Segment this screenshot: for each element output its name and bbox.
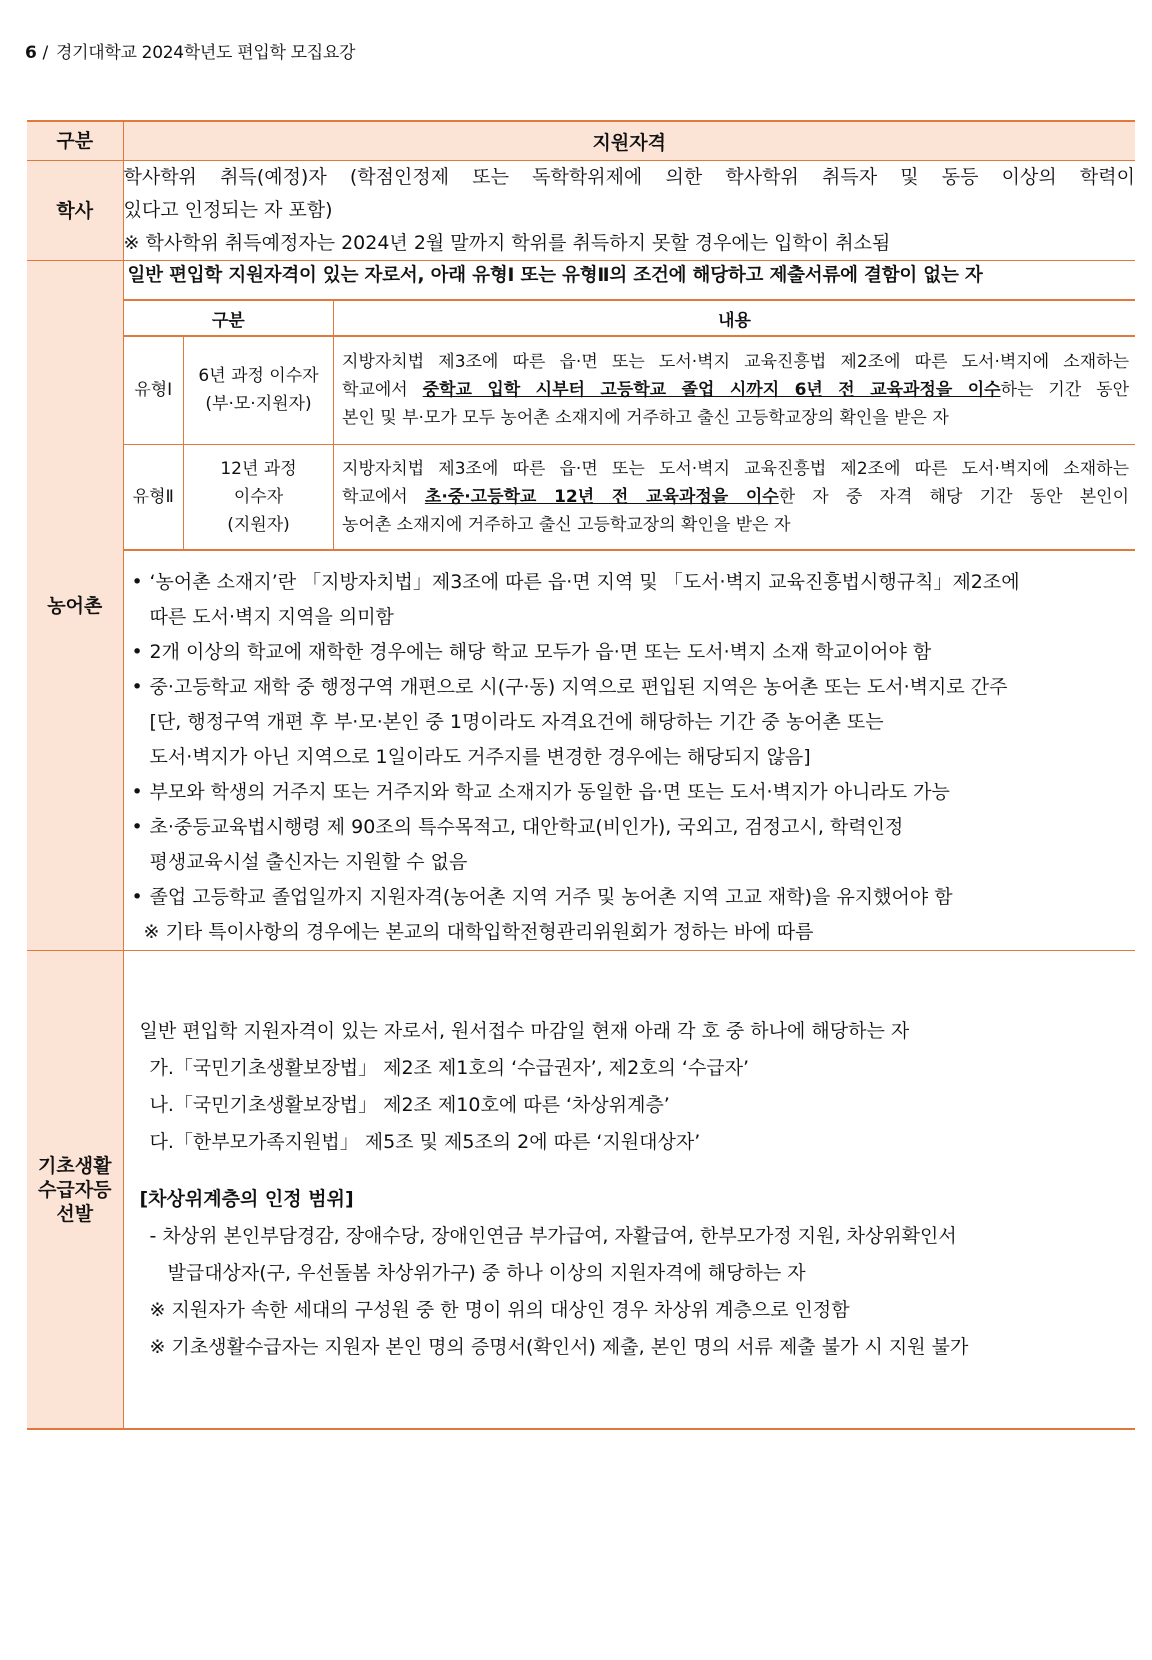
- gicho-content-cell: [123, 951, 1135, 1430]
- type2-desc-line: [342, 483, 1129, 511]
- category-nongeochon: 농어촌: [27, 261, 123, 951]
- desc-emphasis: 초·중·고등학교 12년 전 교육과정을 이수: [424, 486, 779, 507]
- note-line: • 졸업 고등학교 졸업일까지 지원자격(농어촌 지역 거주 및 농어촌 지역 고교 재학)을 유지했어야 함: [149, 886, 953, 908]
- note-line: • ‘농어촌 소재지’란 「지방자치법」제3조에 따른 읍·면 지역 및 「도서·벽지 교육진흥법시행규칙」제2조에: [149, 571, 1020, 593]
- gicho-note: ※ 지원자가 속한 세대의 구성원 중 한 명이 위의 대상인 경우 차상위 계층으로 인정함: [149, 1299, 850, 1321]
- type1-desc-line: 지방자치법 제3조에 따른 읍·면 또는 도서·벽지 교육진흥법 제2조에 따른 도서·벽지에 소재하는: [342, 352, 1129, 373]
- category-line: 수급자등: [38, 1178, 112, 1201]
- category-line: 기초생활: [38, 1154, 112, 1177]
- sub-header-content: 내용: [334, 300, 1135, 336]
- type1-criteria: [184, 336, 334, 444]
- note-line: 따른 도서·벽지 지역을 의미함: [149, 606, 394, 628]
- type2-label: 유형Ⅱ: [124, 444, 184, 550]
- type1-criteria-line: 6년 과정 이수자: [198, 366, 319, 387]
- note-item: [132, 670, 1136, 775]
- type2-desc-line: 농어촌 소재지에 거주하고 출신 고등학교장의 확인을 받은 자: [342, 514, 791, 535]
- desc-text: 한 자 중 자격 해당 기간 동안 본인이: [778, 486, 1130, 507]
- nongeochon-lead: 일반 편입학 지원자격이 있는 자로서, 아래 유형Ⅰ 또는 유형Ⅱ의 조건에 해당하고 제출서류에 결함이 없는 자: [127, 265, 983, 286]
- gicho-note: ※ 기초생활수급자는 지원자 본인 명의 증명서(확인서) 제출, 본인 명의 서류 제출 불가 시 지원 불가: [149, 1336, 969, 1358]
- table-header-row: [27, 121, 1135, 161]
- gicho-lead: 일반 편입학 지원자격이 있는 자로서, 원서접수 마감일 현재 아래 각 호 중 하나에 해당하는 자: [139, 1020, 910, 1042]
- type1-row: [124, 336, 1136, 444]
- qualification-table: [27, 120, 1135, 1430]
- type1-description: [334, 336, 1135, 444]
- type1-desc-line: 본인 및 부·모가 모두 농어촌 소재지에 거주하고 출신 고등학교장의 확인을 받은 자: [342, 408, 949, 429]
- type2-criteria: [184, 444, 334, 550]
- gicho-range-line: 발급대상자(구, 우선돌봄 차상위가구) 중 하나 이상의 지원자격에 해당하는 자: [167, 1262, 806, 1284]
- type2-criteria-line: 이수자: [233, 486, 284, 507]
- note-line: • 초·중등교육법시행령 제 90조의 특수목적고, 대안학교(비인가), 국외고, 검정고시, 학력인정: [149, 816, 904, 838]
- gicho-content: [124, 951, 1136, 1428]
- note-item: [132, 635, 1136, 670]
- note-line: • 부모와 학생의 거주지 또는 거주지와 학교 소재지가 동일한 읍·면 또는 도서·벽지가 아니라도 가능: [149, 781, 950, 803]
- type2-description: [334, 444, 1135, 550]
- gicho-range-line: - 차상위 본인부담경감, 장애수당, 장애인연금 부가급여, 자활급여, 한부모가정 지원, 차상위확인서: [149, 1225, 957, 1247]
- nongeochon-notes: [124, 565, 1136, 950]
- note-line: ※ 기타 특이사항의 경우에는 본교의 대학입학전형관리위원회가 정하는 바에 따름: [143, 921, 814, 943]
- row-haksa: [27, 161, 1135, 261]
- header-qualification: 지원자격: [123, 121, 1135, 161]
- nongeochon-content: [123, 261, 1135, 951]
- gicho-range-title: [차상위계층의 인정 범위]: [139, 1188, 354, 1210]
- type1-label: 유형Ⅰ: [124, 336, 184, 444]
- note-item: [132, 880, 1136, 915]
- note-line: • 2개 이상의 학교에 재학한 경우에는 해당 학교 모두가 읍·면 또는 도서·벽지 소재 학교이어야 함: [149, 641, 932, 663]
- nongeochon-type-table: [124, 299, 1136, 551]
- page-header: [25, 38, 355, 63]
- header-category: 구분: [27, 121, 123, 161]
- type1-criteria-line: (부·모·지원자): [205, 394, 312, 415]
- note-item: [132, 565, 1136, 635]
- type2-criteria-line: (지원자): [227, 514, 290, 535]
- desc-text: 학교에서: [342, 486, 425, 507]
- note-line: 평생교육시설 출신자는 지원할 수 없음: [149, 851, 468, 873]
- sub-header-row: [124, 300, 1136, 336]
- note-line: • 중·고등학교 재학 중 행정구역 개편으로 시(구·동) 지역으로 편입된 지역은 농어촌 또는 도서·벽지로 간주: [149, 676, 1008, 698]
- desc-text: 하는 기간 동안: [1000, 380, 1129, 401]
- haksa-line: 학사학위 취득(예정)자 (학점인정제 또는 독학학위제에 의한 학사학위 취득자 및 동등 이상의 학력이: [123, 166, 1135, 188]
- type2-criteria-line: 12년 과정: [220, 458, 297, 479]
- type2-row: [124, 444, 1136, 550]
- note-line: [단, 행정구역 개편 후 부·모·본인 중 1명이라도 자격요건에 해당하는 기간 중 농어촌 또는: [149, 711, 884, 733]
- document-title: 경기대학교 2024학년도 편입학 모집요강: [55, 43, 356, 63]
- haksa-line: 있다고 인정되는 자 포함): [123, 199, 333, 221]
- note-line: 도서·벽지가 아닌 지역으로 1일이라도 거주지를 변경한 경우에는 해당되지 않음]: [149, 746, 811, 768]
- gicho-item: 나.「국민기초생활보장법」 제2조 제10호에 따른 ‘차상위계층’: [149, 1094, 670, 1116]
- note-item: [132, 810, 1136, 880]
- row-nongeochon: [27, 261, 1135, 951]
- note-item: [132, 775, 1136, 810]
- sub-header-category: 구분: [124, 300, 334, 336]
- type2-desc-line: 지방자치법 제3조에 따른 읍·면 또는 도서·벽지 교육진흥법 제2조에 따른 도서·벽지에 소재하는: [342, 458, 1129, 479]
- page-number: 6: [25, 43, 37, 63]
- category-gicho: [27, 951, 123, 1430]
- category-line: 선발: [56, 1202, 94, 1225]
- haksa-content: [123, 161, 1135, 261]
- type1-desc-line: [342, 376, 1129, 404]
- haksa-note: ※ 학사학위 취득예정자는 2024년 2월 말까지 학위를 취득하지 못할 경우에는 입학이 취소됨: [123, 232, 891, 254]
- reference-note: [132, 915, 1136, 950]
- header-separator: /: [42, 43, 48, 63]
- desc-emphasis: 중학교 입학 시부터 고등학교 졸업 시까지 6년 전 교육과정을 이수: [422, 380, 1001, 401]
- gicho-item: 다.「한부모가족지원법」 제5조 및 제5조의 2에 따른 ‘지원대상자’: [149, 1131, 701, 1153]
- row-gicho: [27, 951, 1135, 1430]
- gicho-item: 가.「국민기초생활보장법」 제2조 제1호의 ‘수급권자’, 제2호의 ‘수급자’: [149, 1057, 750, 1079]
- category-haksa: 학사: [27, 161, 123, 261]
- desc-text: 학교에서: [342, 380, 423, 401]
